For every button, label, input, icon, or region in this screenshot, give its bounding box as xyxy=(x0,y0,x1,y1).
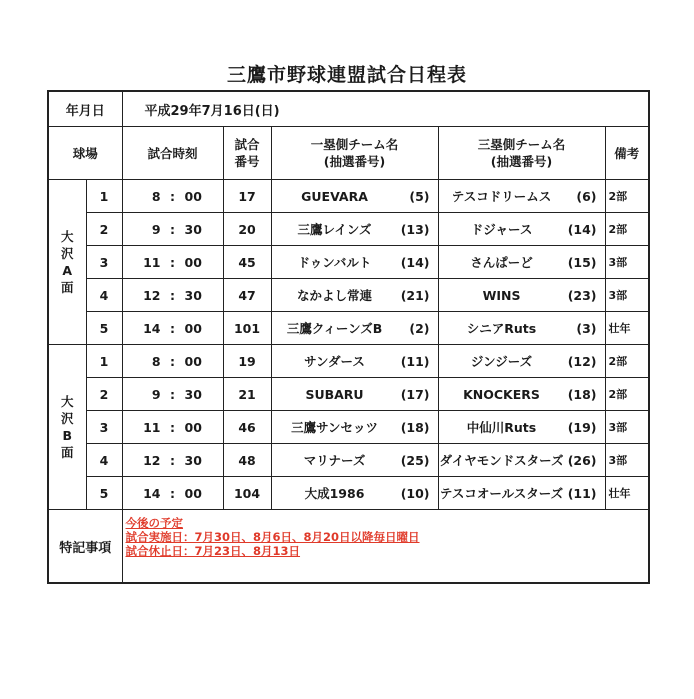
header-third-base-team-line2: (抽選番号) xyxy=(490,154,553,169)
third-base-team xyxy=(438,279,605,312)
time-minute: 00 xyxy=(184,254,202,270)
game-number: 3 xyxy=(86,411,122,444)
third-base-team xyxy=(438,444,605,477)
draw-number: (23) xyxy=(567,287,597,303)
field-name-char: 面 xyxy=(60,280,74,295)
team-name: 三鷹レインズ xyxy=(297,222,372,237)
field-name-char: 面 xyxy=(60,445,74,460)
first-base-team xyxy=(271,312,438,345)
time-minute: 30 xyxy=(184,287,202,303)
game-number: 5 xyxy=(86,312,122,345)
time-colon: : xyxy=(170,485,176,501)
draw-number: (12) xyxy=(567,353,597,369)
game-number: 4 xyxy=(86,444,122,477)
draw-number: (26) xyxy=(567,452,597,468)
table-row xyxy=(48,180,649,213)
remark: 3部 xyxy=(605,444,649,477)
table-row xyxy=(48,213,649,246)
match-number: 46 xyxy=(223,411,271,444)
team-name: なかよし常連 xyxy=(297,288,373,303)
field-name xyxy=(48,180,86,345)
game-time xyxy=(122,378,223,411)
game-time xyxy=(122,411,223,444)
team-name: GUEVARA xyxy=(301,188,368,204)
game-number: 1 xyxy=(86,180,122,213)
field-name-char: A xyxy=(62,263,73,278)
third-base-team xyxy=(438,411,605,444)
field-name-char: 沢 xyxy=(60,246,74,261)
game-number: 5 xyxy=(86,477,122,510)
draw-number: (5) xyxy=(409,188,430,204)
time-colon: : xyxy=(170,320,176,336)
header-remarks: 備考 xyxy=(605,127,649,180)
draw-number: (3) xyxy=(576,320,597,336)
game-time xyxy=(122,345,223,378)
time-hour: 11 xyxy=(143,254,161,270)
team-name: 中仙川Ruts xyxy=(466,420,537,435)
notes-line: 試合実施日：7月30日、8月6日、8月20日以降毎日曜日 xyxy=(125,530,420,544)
time-minute: 00 xyxy=(184,188,202,204)
header-third-base-team-line1: 三塁側チーム名 xyxy=(477,137,566,152)
time-minute: 30 xyxy=(184,386,202,402)
field-name-char: 大 xyxy=(60,394,74,409)
time-minute: 00 xyxy=(184,485,202,501)
third-base-team xyxy=(438,312,605,345)
third-base-team xyxy=(438,180,605,213)
team-name: 三鷹サンセッツ xyxy=(291,420,378,435)
field-name-char: B xyxy=(62,428,73,443)
game-time xyxy=(122,180,223,213)
header-first-base-team-line1: 一塁側チーム名 xyxy=(310,137,399,152)
time-colon: : xyxy=(170,386,176,402)
field-name-char: 沢 xyxy=(60,411,74,426)
game-time xyxy=(122,477,223,510)
time-hour: 14 xyxy=(143,320,161,336)
remark: 3部 xyxy=(605,411,649,444)
match-number: 48 xyxy=(223,444,271,477)
time-hour: 9 xyxy=(151,221,161,237)
draw-number: (10) xyxy=(400,485,430,501)
time-colon: : xyxy=(170,419,176,435)
field-name-char: 大 xyxy=(60,229,74,244)
notes-label: 特記事項 xyxy=(48,510,122,584)
game-number: 2 xyxy=(86,213,122,246)
first-base-team xyxy=(271,180,438,213)
draw-number: (11) xyxy=(567,485,597,501)
team-name: 大成1986 xyxy=(304,486,365,501)
time-hour: 9 xyxy=(151,386,161,402)
time-minute: 00 xyxy=(184,320,202,336)
match-number: 45 xyxy=(223,246,271,279)
table-row xyxy=(48,411,649,444)
schedule-table xyxy=(47,90,650,584)
game-number: 4 xyxy=(86,279,122,312)
match-number: 104 xyxy=(223,477,271,510)
time-colon: : xyxy=(170,353,176,369)
draw-number: (25) xyxy=(400,452,430,468)
notes-line: 試合休止日：7月23日、8月13日 xyxy=(125,544,301,558)
third-base-team xyxy=(438,378,605,411)
draw-number: (17) xyxy=(400,386,430,402)
draw-number: (14) xyxy=(400,254,430,270)
remark: 2部 xyxy=(605,213,649,246)
time-colon: : xyxy=(170,452,176,468)
team-name: ドジャース xyxy=(470,222,533,237)
time-hour: 12 xyxy=(143,452,161,468)
header-row xyxy=(48,127,649,180)
field-name xyxy=(48,345,86,510)
third-base-team xyxy=(438,345,605,378)
match-number: 19 xyxy=(223,345,271,378)
team-name: マリナーズ xyxy=(303,453,366,468)
match-number: 20 xyxy=(223,213,271,246)
draw-number: (19) xyxy=(567,419,597,435)
time-colon: : xyxy=(170,287,176,303)
header-match-no xyxy=(223,127,271,180)
table-row xyxy=(48,477,649,510)
third-base-team xyxy=(438,246,605,279)
page-title: 三鷹市野球連盟試合日程表 xyxy=(226,64,467,86)
first-base-team xyxy=(271,444,438,477)
game-time xyxy=(122,213,223,246)
time-colon: : xyxy=(170,188,176,204)
date-label: 年月日 xyxy=(48,91,122,127)
notes-content xyxy=(122,510,649,584)
table-row xyxy=(48,279,649,312)
draw-number: (2) xyxy=(409,320,430,336)
match-number: 17 xyxy=(223,180,271,213)
table-row xyxy=(48,444,649,477)
table-row xyxy=(48,345,649,378)
team-name: テスコドリームス xyxy=(451,189,552,204)
match-number: 47 xyxy=(223,279,271,312)
first-base-team xyxy=(271,411,438,444)
remark: 壮年 xyxy=(605,312,649,345)
team-name: SUBARU xyxy=(305,386,364,402)
header-match-no-line2: 番号 xyxy=(234,154,260,169)
notes-row xyxy=(48,510,649,584)
team-name: シニアRuts xyxy=(466,321,537,336)
remark: 2部 xyxy=(605,378,649,411)
draw-number: (14) xyxy=(567,221,597,237)
time-minute: 00 xyxy=(184,419,202,435)
game-time xyxy=(122,279,223,312)
header-time: 試合時刻 xyxy=(122,127,223,180)
game-number: 1 xyxy=(86,345,122,378)
third-base-team xyxy=(438,477,605,510)
time-minute: 00 xyxy=(184,353,202,369)
table-row xyxy=(48,378,649,411)
time-hour: 8 xyxy=(151,188,161,204)
time-hour: 11 xyxy=(143,419,161,435)
remark: 3部 xyxy=(605,279,649,312)
remark: 3部 xyxy=(605,246,649,279)
team-name: さんぱーど xyxy=(470,255,533,270)
game-time xyxy=(122,246,223,279)
first-base-team xyxy=(271,213,438,246)
date-value: 平成29年7月16日(日) xyxy=(122,91,649,127)
first-base-team xyxy=(271,378,438,411)
time-minute: 30 xyxy=(184,221,202,237)
team-name: ドゥンバルト xyxy=(297,255,372,270)
date-row xyxy=(48,91,649,127)
time-hour: 8 xyxy=(151,353,161,369)
notes-line: 今後の予定 xyxy=(125,516,184,530)
first-base-team xyxy=(271,477,438,510)
team-name: KNOCKERS xyxy=(463,386,540,402)
header-field: 球場 xyxy=(48,127,122,180)
game-number: 2 xyxy=(86,378,122,411)
team-name: テスコオールスターズ xyxy=(439,486,564,501)
draw-number: (13) xyxy=(400,221,430,237)
time-hour: 12 xyxy=(143,287,161,303)
first-base-team xyxy=(271,345,438,378)
third-base-team xyxy=(438,213,605,246)
team-name: サンダース xyxy=(304,354,365,369)
header-first-base-team xyxy=(271,127,438,180)
match-number: 101 xyxy=(223,312,271,345)
team-name: 三鷹クィーンズB xyxy=(286,321,383,336)
draw-number: (15) xyxy=(567,254,597,270)
game-time xyxy=(122,444,223,477)
draw-number: (11) xyxy=(400,353,430,369)
time-colon: : xyxy=(170,254,176,270)
match-number: 21 xyxy=(223,378,271,411)
team-name: ダイヤモンドスターズ xyxy=(439,453,564,468)
time-colon: : xyxy=(170,221,176,237)
header-match-no-line1: 試合 xyxy=(234,137,260,152)
time-hour: 14 xyxy=(143,485,161,501)
team-name: WINS xyxy=(482,287,521,303)
draw-number: (18) xyxy=(400,419,430,435)
draw-number: (6) xyxy=(576,188,597,204)
draw-number: (18) xyxy=(567,386,597,402)
first-base-team xyxy=(271,246,438,279)
remark: 壮年 xyxy=(605,477,649,510)
game-time xyxy=(122,312,223,345)
header-first-base-team-line2: (抽選番号) xyxy=(323,154,386,169)
remark: 2部 xyxy=(605,345,649,378)
draw-number: (21) xyxy=(400,287,430,303)
time-minute: 30 xyxy=(184,452,202,468)
game-number: 3 xyxy=(86,246,122,279)
header-third-base-team xyxy=(438,127,605,180)
first-base-team xyxy=(271,279,438,312)
table-row xyxy=(48,246,649,279)
table-row xyxy=(48,312,649,345)
team-name: ジンジーズ xyxy=(470,354,533,369)
remark: 2部 xyxy=(605,180,649,213)
